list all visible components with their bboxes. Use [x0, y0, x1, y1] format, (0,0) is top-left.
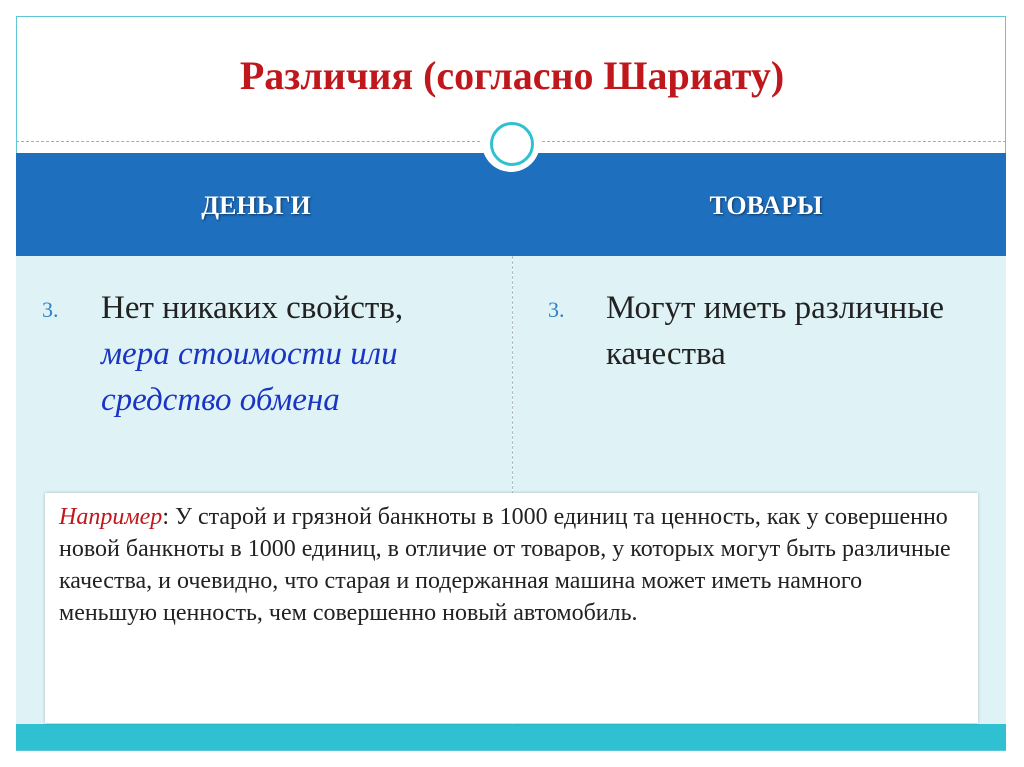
money-item-number: 3.: [42, 297, 59, 322]
example-text: : У старой и грязной банкноты в 1000 единиц та ценность, как у совершенно новой банкноты в 1000 единиц, в отличие от товаров, у которых могут быть различные качества, и очевидно, что старая и подержанная машина может иметь намного меньшую ценность, чем совершенно новый автомобиль.: [59, 504, 951, 626]
money-item-text: [101, 285, 446, 423]
money-item-emphasis: мера стоимости или средство обмена: [101, 336, 398, 418]
column-heading-goods: ТОВАРЫ: [709, 191, 823, 220]
bottom-accent-bar: [16, 724, 1006, 750]
decorative-ring-icon: [490, 122, 534, 166]
goods-item-number: 3.: [548, 297, 565, 322]
money-item-plain: Нет никаких свойств,: [101, 290, 404, 326]
example-box: [45, 493, 978, 723]
example-label: Например: [59, 504, 163, 530]
slide-title: Различия (согласно Шариату): [239, 53, 785, 98]
column-heading-money: ДЕНЬГИ: [201, 191, 311, 220]
column-divider: [512, 256, 513, 494]
goods-item-text: Могут иметь различные качества: [606, 290, 945, 372]
